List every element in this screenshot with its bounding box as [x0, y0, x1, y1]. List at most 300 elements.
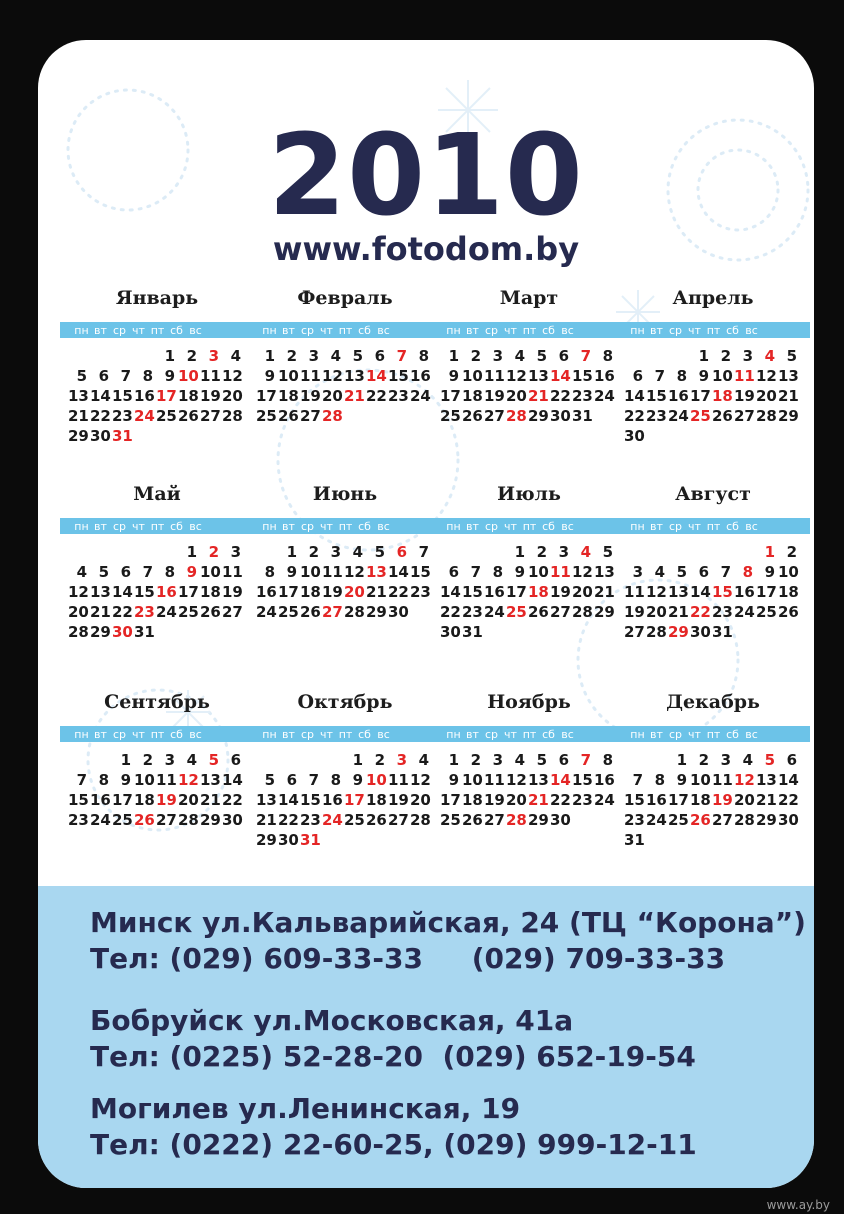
sunday-cell: 7	[580, 347, 591, 365]
sunday-cell: 8	[742, 563, 753, 581]
day-cell: 29	[90, 623, 111, 641]
sunday-cell: 28	[506, 407, 527, 425]
days-grid	[256, 346, 434, 426]
day-cell: 4	[514, 347, 525, 365]
days-grid	[68, 750, 246, 830]
day-cell: 2	[536, 543, 547, 561]
weekday-label: вт	[94, 323, 107, 337]
month-block	[256, 690, 434, 850]
weekday-label: чт	[688, 519, 701, 533]
sunday-cell: 24	[322, 811, 343, 829]
sunday-cell: 18	[712, 387, 733, 405]
day-cell: 2	[720, 347, 731, 365]
weekday-label: вс	[377, 519, 390, 533]
day-cell: 8	[602, 347, 613, 365]
weekday-label: чт	[320, 323, 333, 337]
day-cell: 15	[646, 387, 667, 405]
day-cell: 29	[200, 811, 221, 829]
day-cell: 1	[448, 347, 459, 365]
month-block	[256, 286, 434, 426]
day-cell: 11	[222, 563, 243, 581]
weekday-label: вс	[745, 323, 758, 337]
day-cell: 7	[76, 771, 87, 789]
weekday-label: вс	[189, 323, 202, 337]
day-cell: 27	[624, 623, 645, 641]
day-cell: 2	[470, 347, 481, 365]
weekday-label: пн	[74, 727, 89, 741]
day-cell: 14	[278, 791, 299, 809]
day-cell: 25	[256, 407, 277, 425]
day-cell: 28	[410, 811, 431, 829]
weekday-strip	[248, 726, 442, 742]
day-cell: 17	[668, 791, 689, 809]
day-cell: 12	[756, 367, 777, 385]
day-cell: 5	[76, 367, 87, 385]
day-cell: 30	[222, 811, 243, 829]
weekday-label: сб	[170, 323, 183, 337]
watermark: www.ay.by	[766, 1198, 830, 1212]
weekday-label: сб	[542, 519, 555, 533]
day-cell: 19	[200, 387, 221, 405]
day-cell: 11	[484, 367, 505, 385]
weekday-label: вт	[650, 727, 663, 741]
day-cell: 22	[112, 603, 133, 621]
sunday-cell: 19	[156, 791, 177, 809]
day-cell: 27	[484, 811, 505, 829]
day-cell: 12	[322, 367, 343, 385]
sunday-cell: 13	[366, 563, 387, 581]
day-cell: 14	[222, 771, 243, 789]
day-cell: 20	[222, 387, 243, 405]
month-block	[440, 286, 618, 426]
month-block	[624, 286, 802, 446]
day-cell: 22	[440, 603, 461, 621]
day-cell: 27	[388, 811, 409, 829]
day-cell: 21	[68, 407, 89, 425]
weekday-label: вс	[561, 727, 574, 741]
weekday-label: сб	[726, 323, 739, 337]
weekday-strip	[432, 518, 626, 534]
day-cell: 20	[410, 791, 431, 809]
day-cell: 4	[514, 751, 525, 769]
month-block	[68, 690, 246, 830]
day-cell: 12	[646, 583, 667, 601]
day-cell: 4	[76, 563, 87, 581]
day-cell: 14	[440, 583, 461, 601]
day-cell: 31	[134, 623, 155, 641]
day-cell: 28	[734, 811, 755, 829]
weekday-label: вт	[282, 727, 295, 741]
day-cell: 11	[388, 771, 409, 789]
month-name: Декабрь	[666, 691, 760, 713]
day-cell: 1	[186, 543, 197, 561]
days-grid	[440, 346, 618, 426]
day-cell: 21	[90, 603, 111, 621]
day-cell: 18	[462, 791, 483, 809]
weekday-label: пт	[150, 519, 165, 533]
day-cell: 21	[756, 791, 777, 809]
day-cell: 20	[506, 387, 527, 405]
weekday-strip	[432, 322, 626, 338]
weekday-label: чт	[132, 323, 145, 337]
day-cell: 19	[484, 387, 505, 405]
website-url: www.fotodom.by	[272, 230, 580, 268]
day-cell: 5	[352, 347, 363, 365]
day-cell: 19	[550, 583, 571, 601]
day-cell: 24	[156, 603, 177, 621]
day-cell: 30	[550, 407, 571, 425]
day-cell: 25	[440, 811, 461, 829]
weekday-label: пт	[338, 727, 353, 741]
month-block	[256, 482, 434, 622]
sunday-cell: 5	[208, 751, 219, 769]
day-cell: 15	[624, 791, 645, 809]
day-cell: 6	[698, 563, 709, 581]
weekday-label: ср	[668, 323, 683, 337]
weekday-label: пн	[74, 323, 89, 337]
day-cell: 5	[536, 347, 547, 365]
day-cell: 18	[690, 791, 711, 809]
day-cell: 9	[352, 771, 363, 789]
day-cell: 26	[300, 603, 321, 621]
mogilev-address: Могилев ул.Ленинская, 19	[90, 1092, 521, 1125]
day-cell: 24	[410, 387, 431, 405]
weekday-label: пн	[630, 519, 645, 533]
day-cell: 4	[230, 347, 241, 365]
day-cell: 2	[698, 751, 709, 769]
day-cell: 29	[366, 603, 387, 621]
day-cell: 26	[178, 407, 199, 425]
day-cell: 6	[374, 347, 385, 365]
sunday-cell: 22	[690, 603, 711, 621]
weekday-label: ср	[112, 727, 127, 741]
bobruisk-address: Бобруйск ул.Московская, 41а	[90, 1004, 574, 1037]
day-cell: 12	[68, 583, 89, 601]
day-cell: 8	[264, 563, 275, 581]
day-cell: 30	[778, 811, 799, 829]
sunday-cell: 27	[322, 603, 343, 621]
day-cell: 25	[278, 603, 299, 621]
day-cell: 3	[632, 563, 643, 581]
day-cell: 15	[572, 771, 593, 789]
sunday-cell: 7	[580, 751, 591, 769]
day-cell: 9	[264, 367, 275, 385]
day-cell: 30	[388, 603, 409, 621]
weekday-label: сб	[170, 519, 183, 533]
weekday-label: сб	[358, 519, 371, 533]
day-cell: 15	[410, 563, 431, 581]
day-cell: 4	[742, 751, 753, 769]
day-cell: 12	[410, 771, 431, 789]
sunday-cell: 31	[112, 427, 133, 445]
day-cell: 15	[462, 583, 483, 601]
day-cell: 8	[164, 563, 175, 581]
day-cell: 21	[778, 387, 799, 405]
day-cell: 7	[470, 563, 481, 581]
day-cell: 19	[322, 583, 343, 601]
day-cell: 17	[690, 387, 711, 405]
day-cell: 14	[388, 563, 409, 581]
sunday-cell: 1	[764, 543, 775, 561]
day-cell: 6	[786, 751, 797, 769]
day-cell: 29	[68, 427, 89, 445]
sunday-cell: 21	[528, 387, 549, 405]
day-cell: 20	[178, 791, 199, 809]
day-cell: 4	[330, 347, 341, 365]
sunday-cell: 26	[690, 811, 711, 829]
day-cell: 27	[222, 603, 243, 621]
day-cell: 21	[256, 811, 277, 829]
day-cell: 15	[388, 367, 409, 385]
day-cell: 22	[388, 583, 409, 601]
day-cell: 6	[448, 563, 459, 581]
month-name: Сентябрь	[104, 691, 210, 713]
day-cell: 16	[594, 771, 615, 789]
day-cell: 13	[778, 367, 799, 385]
day-cell: 8	[98, 771, 109, 789]
weekday-label: вс	[377, 323, 390, 337]
day-cell: 23	[300, 811, 321, 829]
day-cell: 13	[68, 387, 89, 405]
weekday-label: ср	[484, 323, 499, 337]
weekday-label: чт	[132, 727, 145, 741]
days-grid	[68, 346, 246, 446]
calendar-card	[38, 40, 814, 1188]
day-cell: 6	[558, 751, 569, 769]
day-cell: 2	[286, 347, 297, 365]
month-name: Апрель	[672, 287, 754, 309]
days-grid	[624, 750, 802, 850]
weekday-strip	[432, 726, 626, 742]
day-cell: 16	[668, 387, 689, 405]
sunday-cell: 24	[134, 407, 155, 425]
day-cell: 8	[602, 751, 613, 769]
day-cell: 30	[440, 623, 461, 641]
weekday-label: вт	[650, 323, 663, 337]
day-cell: 7	[632, 771, 643, 789]
day-cell: 16	[594, 367, 615, 385]
day-cell: 17	[256, 387, 277, 405]
weekday-label: пн	[446, 519, 461, 533]
weekday-label: пт	[338, 323, 353, 337]
day-cell: 2	[374, 751, 385, 769]
month-name: Март	[499, 287, 559, 309]
day-cell: 26	[528, 603, 549, 621]
day-cell: 15	[68, 791, 89, 809]
day-cell: 22	[90, 407, 111, 425]
day-cell: 5	[786, 347, 797, 365]
day-cell: 23	[112, 407, 133, 425]
weekday-label: вт	[466, 519, 479, 533]
day-cell: 20	[506, 791, 527, 809]
sunday-cell: 4	[580, 543, 591, 561]
day-cell: 19	[300, 387, 321, 405]
day-cell: 7	[308, 771, 319, 789]
day-cell: 24	[256, 603, 277, 621]
day-cell: 11	[624, 583, 645, 601]
day-cell: 26	[462, 811, 483, 829]
weekday-label: пн	[630, 727, 645, 741]
day-cell: 1	[698, 347, 709, 365]
month-block	[440, 482, 618, 642]
day-cell: 3	[308, 347, 319, 365]
day-cell: 11	[712, 771, 733, 789]
day-cell: 30	[690, 623, 711, 641]
day-cell: 1	[264, 347, 275, 365]
day-cell: 27	[484, 407, 505, 425]
day-cell: 6	[98, 367, 109, 385]
day-cell: 10	[300, 563, 321, 581]
day-cell: 25	[756, 603, 777, 621]
day-cell: 3	[492, 751, 503, 769]
day-cell: 11	[156, 771, 177, 789]
days-grid	[440, 542, 618, 642]
day-cell: 14	[690, 583, 711, 601]
day-cell: 9	[764, 563, 775, 581]
day-cell: 19	[734, 387, 755, 405]
weekday-label: чт	[320, 727, 333, 741]
day-cell: 14	[778, 771, 799, 789]
sunday-cell: 20	[344, 583, 365, 601]
day-cell: 7	[720, 563, 731, 581]
month-block	[624, 690, 802, 850]
weekday-strip	[616, 518, 810, 534]
day-cell: 24	[484, 603, 505, 621]
day-cell: 10	[134, 771, 155, 789]
weekday-label: сб	[358, 323, 371, 337]
weekday-label: вс	[561, 323, 574, 337]
weekday-label: сб	[726, 727, 739, 741]
day-cell: 28	[344, 603, 365, 621]
weekday-label: пн	[262, 519, 277, 533]
minsk-address: Минск ул.Кальварийская, 24 (ТЦ “Корона”)	[90, 906, 806, 939]
weekday-label: ср	[668, 519, 683, 533]
sunday-cell: 12	[178, 771, 199, 789]
day-cell: 27	[550, 603, 571, 621]
day-cell: 18	[366, 791, 387, 809]
weekday-label: вс	[745, 519, 758, 533]
day-cell: 13	[756, 771, 777, 789]
sunday-cell: 16	[156, 583, 177, 601]
sunday-cell: 5	[764, 751, 775, 769]
sunday-cell: 28	[322, 407, 343, 425]
day-cell: 24	[90, 811, 111, 829]
day-cell: 28	[756, 407, 777, 425]
day-cell: 8	[654, 771, 665, 789]
weekday-strip	[248, 322, 442, 338]
day-cell: 20	[734, 791, 755, 809]
day-cell: 1	[448, 751, 459, 769]
sunday-cell: 23	[134, 603, 155, 621]
sunday-cell: 14	[366, 367, 387, 385]
weekday-label: сб	[726, 519, 739, 533]
day-cell: 25	[440, 407, 461, 425]
day-cell: 13	[256, 791, 277, 809]
weekday-label: ср	[300, 323, 315, 337]
day-cell: 19	[624, 603, 645, 621]
day-cell: 16	[322, 791, 343, 809]
weekday-label: пт	[150, 323, 165, 337]
day-cell: 2	[470, 751, 481, 769]
day-cell: 6	[558, 347, 569, 365]
day-cell: 10	[278, 367, 299, 385]
day-cell: 23	[712, 603, 733, 621]
day-cell: 16	[134, 387, 155, 405]
day-cell: 10	[528, 563, 549, 581]
weekday-label: пт	[706, 519, 721, 533]
day-cell: 12	[572, 563, 593, 581]
day-cell: 23	[410, 583, 431, 601]
day-cell: 22	[278, 811, 299, 829]
day-cell: 5	[374, 543, 385, 561]
day-cell: 3	[720, 751, 731, 769]
weekday-label: пт	[706, 323, 721, 337]
weekday-label: вт	[466, 323, 479, 337]
sunday-cell: 2	[208, 543, 219, 561]
day-cell: 22	[624, 407, 645, 425]
day-cell: 20	[756, 387, 777, 405]
day-cell: 5	[98, 563, 109, 581]
day-cell: 3	[558, 543, 569, 561]
day-cell: 3	[742, 347, 753, 365]
day-cell: 3	[330, 543, 341, 561]
weekday-strip	[60, 518, 254, 534]
day-cell: 1	[676, 751, 687, 769]
sunday-cell: 11	[734, 367, 755, 385]
day-cell: 1	[164, 347, 175, 365]
weekday-label: чт	[504, 323, 517, 337]
weekday-label: ср	[112, 519, 127, 533]
weekday-label: чт	[688, 727, 701, 741]
day-cell: 24	[668, 407, 689, 425]
day-cell: 23	[624, 811, 645, 829]
day-cell: 26	[278, 407, 299, 425]
day-cell: 16	[256, 583, 277, 601]
day-cell: 30	[550, 811, 571, 829]
day-cell: 27	[200, 407, 221, 425]
day-cell: 30	[278, 831, 299, 849]
weekday-label: пн	[446, 323, 461, 337]
day-cell: 25	[344, 811, 365, 829]
weekday-label: пн	[446, 727, 461, 741]
weekday-label: ср	[668, 727, 683, 741]
day-cell: 28	[572, 603, 593, 621]
day-cell: 5	[264, 771, 275, 789]
weekday-strip	[60, 726, 254, 742]
day-cell: 1	[352, 751, 363, 769]
calendar-year-title: 2010	[268, 111, 584, 241]
bobruisk-phones: Тел: (0225) 52-28-20 (029) 652-19-54	[90, 1040, 696, 1073]
day-cell: 17	[112, 791, 133, 809]
sunday-cell: 9	[186, 563, 197, 581]
weekday-label: вс	[189, 727, 202, 741]
day-cell: 30	[624, 427, 645, 445]
day-cell: 13	[594, 563, 615, 581]
day-cell: 12	[222, 367, 243, 385]
day-cell: 10	[200, 563, 221, 581]
day-cell: 29	[256, 831, 277, 849]
day-cell: 5	[676, 563, 687, 581]
day-cell: 2	[308, 543, 319, 561]
day-cell: 13	[528, 771, 549, 789]
day-cell: 17	[440, 387, 461, 405]
weekday-label: сб	[358, 727, 371, 741]
month-name: Ноябрь	[487, 691, 571, 713]
day-cell: 29	[778, 407, 799, 425]
day-cell: 18	[300, 583, 321, 601]
day-cell: 17	[278, 583, 299, 601]
sunday-cell: 31	[300, 831, 321, 849]
